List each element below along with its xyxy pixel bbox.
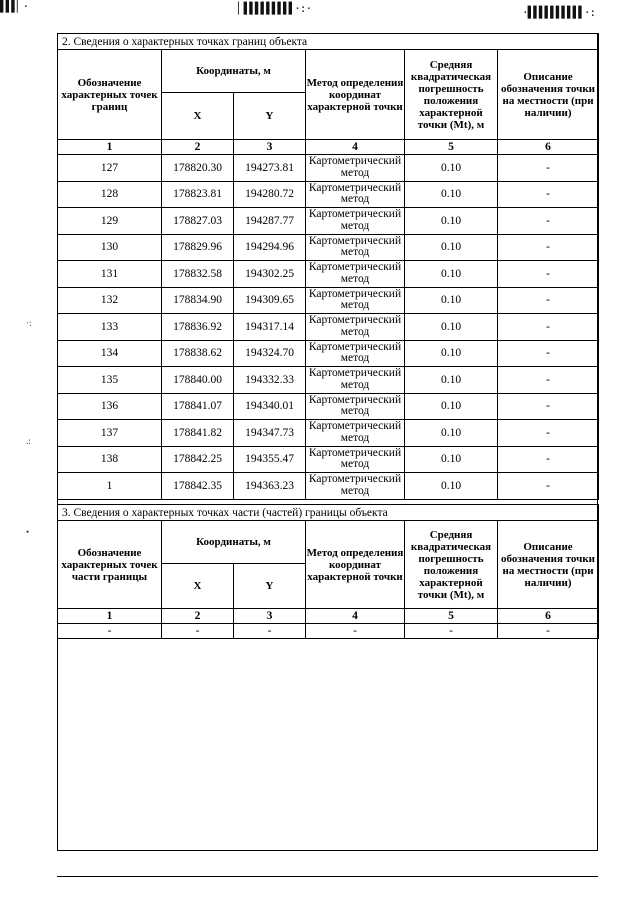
header-y: Y bbox=[234, 93, 306, 140]
header-coordinates: Координаты, м bbox=[162, 50, 306, 93]
cell-coord-y: 194347.73 bbox=[234, 420, 306, 447]
cell-coord-x: 178834.90 bbox=[162, 287, 234, 314]
column-number: 3 bbox=[234, 609, 306, 624]
cell-point-id: 134 bbox=[58, 340, 162, 367]
header-y: Y bbox=[234, 564, 306, 609]
column-number: 4 bbox=[306, 140, 405, 155]
cell-point-id: 130 bbox=[58, 234, 162, 261]
cell-coord-x: 178842.25 bbox=[162, 446, 234, 473]
column-number: 6 bbox=[498, 609, 599, 624]
cell-description: - bbox=[498, 367, 599, 394]
column-number: 2 bbox=[162, 609, 234, 624]
cell-coord-y: 194309.65 bbox=[234, 287, 306, 314]
cell-method: Картометрический метод bbox=[306, 155, 405, 182]
scan-artifact-top-left: ▌▌▌▏· bbox=[0, 0, 29, 13]
cell-point-id: 131 bbox=[58, 261, 162, 288]
cell-description: - bbox=[498, 446, 599, 473]
table-row bbox=[58, 624, 599, 639]
cell-point-id: 127 bbox=[58, 155, 162, 182]
column-number: 1 bbox=[58, 609, 162, 624]
cell-method: Картометрический метод bbox=[306, 234, 405, 261]
header-coordinates: Координаты, м bbox=[162, 521, 306, 564]
cell-point-id: 1 bbox=[58, 473, 162, 500]
scan-speck: .: bbox=[26, 436, 31, 446]
cell-coord-y: 194363.23 bbox=[234, 473, 306, 500]
cell-point-id: 133 bbox=[58, 314, 162, 341]
section-title: 3. Сведения о характерных точках части (частей) границы объекта bbox=[58, 505, 599, 521]
table-row bbox=[58, 340, 599, 367]
header-designation: Обозначение характерных точек части границы bbox=[58, 521, 162, 609]
cell-coord-x: 178827.03 bbox=[162, 208, 234, 235]
header-x: X bbox=[162, 93, 234, 140]
cell-point-id: 135 bbox=[58, 367, 162, 394]
cell-method: Картометрический метод bbox=[306, 287, 405, 314]
cell-coord-y: 194273.81 bbox=[234, 155, 306, 182]
cell-error: 0.10 bbox=[405, 208, 498, 235]
cell-description: - bbox=[498, 340, 599, 367]
scan-speck: • bbox=[26, 527, 30, 537]
cell-coord-x: - bbox=[162, 624, 234, 639]
cell-description: - bbox=[498, 287, 599, 314]
cell-point-id: - bbox=[58, 624, 162, 639]
table-row bbox=[58, 155, 599, 182]
cell-method: Картометрический метод bbox=[306, 340, 405, 367]
cell-error: 0.10 bbox=[405, 393, 498, 420]
cell-method: Картометрический метод bbox=[306, 208, 405, 235]
cell-coord-x: 178840.00 bbox=[162, 367, 234, 394]
cell-error: 0.10 bbox=[405, 314, 498, 341]
table-row bbox=[58, 234, 599, 261]
table-row bbox=[58, 287, 599, 314]
cell-description: - bbox=[498, 420, 599, 447]
cell-coord-x: 178823.81 bbox=[162, 181, 234, 208]
cell-error: 0.10 bbox=[405, 420, 498, 447]
cell-coord-x: 178832.58 bbox=[162, 261, 234, 288]
cell-coord-x: 178838.62 bbox=[162, 340, 234, 367]
cell-description: - bbox=[498, 473, 599, 500]
cell-error: 0.10 bbox=[405, 155, 498, 182]
table-row bbox=[58, 473, 599, 500]
cell-description: - bbox=[498, 393, 599, 420]
scan-artifact-top-center: ▏▌▌▌▌▌▌▌▌▌·:· bbox=[238, 2, 312, 15]
cell-description: - bbox=[498, 624, 599, 639]
cell-coord-y: - bbox=[234, 624, 306, 639]
table-row bbox=[58, 393, 599, 420]
cell-coord-x: 178829.96 bbox=[162, 234, 234, 261]
table-row bbox=[58, 208, 599, 235]
column-number: 4 bbox=[306, 609, 405, 624]
column-number: 6 bbox=[498, 140, 599, 155]
cell-method: Картометрический метод bbox=[306, 473, 405, 500]
scan-artifact-top-right: ·▌▌▌▌▌▌▌▌▌▌·: bbox=[522, 6, 596, 19]
cell-coord-x: 178820.30 bbox=[162, 155, 234, 182]
column-number: 5 bbox=[405, 609, 498, 624]
cell-coord-x: 178841.07 bbox=[162, 393, 234, 420]
cell-method: Картометрический метод bbox=[306, 420, 405, 447]
cell-coord-x: 178836.92 bbox=[162, 314, 234, 341]
cell-method: - bbox=[306, 624, 405, 639]
cell-description: - bbox=[498, 261, 599, 288]
section-title: 2. Сведения о характерных точках границ объекта bbox=[58, 34, 599, 50]
cell-description: - bbox=[498, 155, 599, 182]
cell-method: Картометрический метод bbox=[306, 181, 405, 208]
bottom-rule bbox=[57, 876, 598, 877]
cell-point-id: 128 bbox=[58, 181, 162, 208]
cell-error: - bbox=[405, 624, 498, 639]
table-row bbox=[58, 314, 599, 341]
cell-error: 0.10 bbox=[405, 181, 498, 208]
table-row bbox=[58, 446, 599, 473]
cell-coord-y: 194355.47 bbox=[234, 446, 306, 473]
header-method: Метод определения координат характерной точки bbox=[306, 50, 405, 140]
column-number: 1 bbox=[58, 140, 162, 155]
cell-coord-y: 194317.14 bbox=[234, 314, 306, 341]
header-description: Описание обозначения точки на местности (при наличии) bbox=[498, 50, 599, 140]
header-error: Средняя квадратическая погрешность положения характерной точки (Mt), м bbox=[405, 50, 498, 140]
cell-point-id: 138 bbox=[58, 446, 162, 473]
cell-method: Картометрический метод bbox=[306, 367, 405, 394]
cell-point-id: 137 bbox=[58, 420, 162, 447]
cell-method: Картометрический метод bbox=[306, 261, 405, 288]
cell-coord-y: 194324.70 bbox=[234, 340, 306, 367]
cell-error: 0.10 bbox=[405, 446, 498, 473]
column-number: 3 bbox=[234, 140, 306, 155]
cell-coord-y: 194332.33 bbox=[234, 367, 306, 394]
cell-error: 0.10 bbox=[405, 261, 498, 288]
column-number: 2 bbox=[162, 140, 234, 155]
cell-error: 0.10 bbox=[405, 234, 498, 261]
header-method: Метод определения координат характерной точки bbox=[306, 521, 405, 609]
cell-point-id: 132 bbox=[58, 287, 162, 314]
cell-method: Картометрический метод bbox=[306, 393, 405, 420]
cell-method: Картометрический метод bbox=[306, 314, 405, 341]
cell-coord-y: 194294.96 bbox=[234, 234, 306, 261]
cell-coord-x: 178842.35 bbox=[162, 473, 234, 500]
table-row bbox=[58, 420, 599, 447]
table-row bbox=[58, 261, 599, 288]
cell-error: 0.10 bbox=[405, 367, 498, 394]
table-row bbox=[58, 181, 599, 208]
header-designation: Обозначение характерных точек границ bbox=[58, 50, 162, 140]
cell-description: - bbox=[498, 234, 599, 261]
cell-coord-x: 178841.82 bbox=[162, 420, 234, 447]
header-x: X bbox=[162, 564, 234, 609]
cell-coord-y: 194280.72 bbox=[234, 181, 306, 208]
part-boundary-points-table bbox=[57, 504, 599, 639]
column-number: 5 bbox=[405, 140, 498, 155]
cell-method: Картометрический метод bbox=[306, 446, 405, 473]
cell-coord-y: 194302.25 bbox=[234, 261, 306, 288]
cell-description: - bbox=[498, 208, 599, 235]
cell-description: - bbox=[498, 181, 599, 208]
header-description: Описание обозначения точки на местности (при наличии) bbox=[498, 521, 599, 609]
scan-speck: ·: bbox=[26, 318, 32, 328]
header-error: Средняя квадратическая погрешность положения характерной точки (Mt), м bbox=[405, 521, 498, 609]
cell-point-id: 136 bbox=[58, 393, 162, 420]
table-row bbox=[58, 367, 599, 394]
cell-error: 0.10 bbox=[405, 340, 498, 367]
cell-error: 0.10 bbox=[405, 473, 498, 500]
cell-description: - bbox=[498, 314, 599, 341]
cell-coord-y: 194287.77 bbox=[234, 208, 306, 235]
boundary-points-table bbox=[57, 33, 599, 500]
cell-point-id: 129 bbox=[58, 208, 162, 235]
cell-coord-y: 194340.01 bbox=[234, 393, 306, 420]
cell-error: 0.10 bbox=[405, 287, 498, 314]
